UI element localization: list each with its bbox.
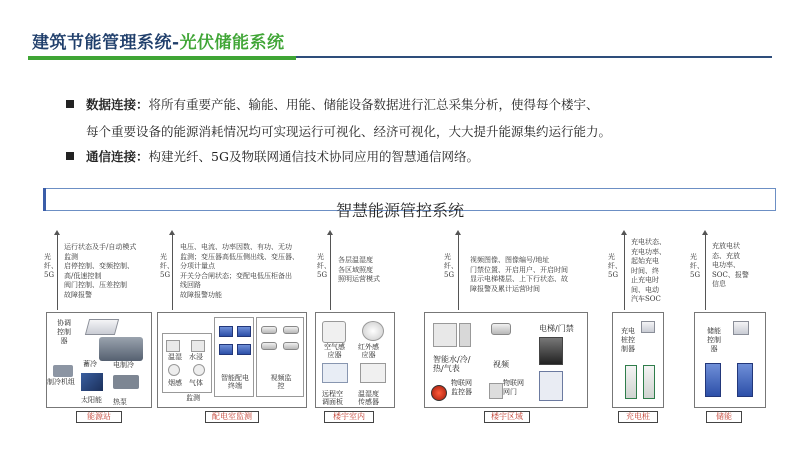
iot-valve-caption: 物联网 网门: [503, 379, 524, 396]
energy-station-panel: [46, 312, 152, 408]
storage-controller-caption: 储能 控制 器: [707, 327, 721, 353]
indoor-panel: [315, 312, 395, 408]
water-leak-caption: 水浸: [189, 353, 203, 361]
connector-line: [705, 232, 706, 310]
controller-device-icon: [733, 321, 749, 335]
infrared-sensor-icon: [362, 321, 384, 341]
category-label-distribution-room[interactable]: 配电室监测: [205, 411, 259, 423]
heat-pump-icon: [113, 375, 139, 389]
terminal-device-icon: [237, 326, 251, 337]
smoke-caption: 烟感: [168, 379, 182, 387]
access-keypad-icon: [539, 371, 563, 401]
elevator-icon: [539, 337, 563, 365]
controller-device-icon: [85, 319, 119, 335]
charging-pile-icon: [643, 365, 655, 399]
category-label-charging-pile[interactable]: 充电桩: [618, 411, 658, 423]
gas-caption: 气体: [189, 379, 203, 387]
camera-icon: [491, 323, 511, 335]
battery-cabinet-icon: [705, 363, 721, 397]
bullet-square-icon: [66, 100, 74, 108]
connection-type: 光 纤、 5G: [690, 253, 704, 279]
chiller-unit-icon: [99, 337, 143, 361]
bullet-comm-connection: 通信连接：构建光纤、5G及物联网通信技术协同应用的智慧通信网络。: [66, 147, 479, 165]
monitor-description: 电压、电流、功率因数、有功、无功 监测；变压器高低压侧出线、变压器、 分项计量点 开关分合闸状态；变配电低压柜备出 线回路 故障报警功能: [180, 243, 299, 299]
monitor-description: 视频图像、图像编号/地址 门禁位置、开启用户、开启时间 显示电梯楼层、上下行状态、故 障报警及累计运营时间: [470, 256, 568, 293]
arrow-up-icon: [54, 230, 60, 235]
bullet-data-connection-cont: 每个重要设备的能源消耗情况均可实现运行可视化、经济可视化，大大提升能源集约运行能力。: [86, 124, 612, 139]
arrow-up-icon: [702, 230, 708, 235]
air-sensor-icon: [322, 321, 346, 343]
iot-monitor-caption: 物联网 监控器: [451, 379, 472, 396]
temp-humidity-caption: 温湿度 传感器: [358, 390, 379, 406]
electric-cooling-caption: 电制冷: [113, 361, 134, 369]
ac-panel-caption: 远程空 调面板: [322, 390, 343, 406]
header-accent-bar: [28, 56, 296, 60]
chiller-icon: [53, 365, 73, 377]
page-title-accent: 光伏储能系统: [179, 33, 285, 53]
connector-line: [624, 232, 625, 310]
flow-meter-icon: [459, 323, 471, 347]
video-group: [256, 317, 304, 397]
elevator-access-caption: 电梯/门禁: [539, 324, 574, 333]
system-title: 智慧能源管控系统: [335, 201, 464, 220]
connection-type: 光 纤、 5G: [608, 253, 622, 279]
smart-terminal-group: [214, 317, 254, 397]
connection-type: 光 纤、 5G: [444, 253, 458, 279]
coordinator-caption: 协调 控制 器: [57, 319, 71, 345]
arrow-up-icon: [621, 230, 627, 235]
iot-monitor-icon: [431, 385, 447, 401]
video-caption: 视频监 控: [270, 374, 292, 390]
energy-storage-panel: [694, 312, 766, 408]
charging-pile-icon: [625, 365, 637, 399]
monitor-description: 充电状态、 充电功率、 起始充电 时间、终 止充电时 间、电动 汽车SOC: [631, 238, 666, 303]
category-label-indoor[interactable]: 楼宇室内: [324, 411, 374, 423]
arrow-up-icon: [169, 230, 175, 235]
temp-humidity-caption: 温湿: [168, 353, 182, 361]
monitor-description: 充放电状 态、充放 电功率、 SOC、报警 信息: [712, 242, 749, 288]
arrow-up-icon: [455, 230, 461, 235]
sensor-group: [162, 333, 212, 393]
bullet-square-icon: [66, 152, 74, 160]
monitoring-caption: 监测: [186, 394, 200, 402]
building-area-panel: [424, 312, 588, 408]
solar-panel-icon: [81, 373, 103, 391]
smoke-sensor-icon: [168, 364, 180, 376]
category-label-building-area[interactable]: 楼宇区域: [484, 411, 530, 423]
charging-pile-panel: [612, 312, 664, 408]
solar-caption: 太阳能: [81, 396, 102, 404]
camera-icon: [261, 342, 277, 350]
monitor-description: 运行状态及手/自动模式 监测 启停控制、变频控制、 高/低速控制 阀门控制、压差控制 故障报警: [64, 243, 137, 299]
controller-device-icon: [641, 321, 655, 333]
smart-meter-icon: [433, 323, 457, 347]
smart-terminal-caption: 智能配电 终端: [221, 374, 249, 390]
terminal-device-icon: [219, 326, 233, 337]
connector-line: [458, 232, 459, 310]
water-sensor-icon: [191, 340, 205, 352]
charging-controller-caption: 充电 桩控 制器: [621, 327, 635, 353]
connection-type: 光 纤、 5G: [160, 253, 174, 279]
connection-type: 光 纤、 5G: [317, 253, 331, 279]
infrared-sensor-caption: 红外感 应器: [358, 343, 379, 359]
terminal-device-icon: [219, 344, 233, 355]
air-sensor-caption: 空气感 应器: [324, 343, 345, 359]
iot-valve-icon: [489, 383, 503, 399]
temp-humidity-sensor-icon: [166, 340, 180, 352]
arrow-up-icon: [327, 230, 333, 235]
terminal-device-icon: [237, 344, 251, 355]
monitor-description: 各层温湿度 各区域照度 照明运营模式: [338, 256, 380, 283]
camera-icon: [261, 326, 277, 334]
smart-meter-caption: 智能水/冷/ 热/气表: [433, 355, 471, 373]
video-caption: 视频: [493, 360, 509, 369]
connection-type: 光 纤、 5G: [44, 253, 58, 279]
chiller-caption: 制冷机组: [47, 378, 75, 386]
camera-icon: [283, 326, 299, 334]
bullet-data-connection: 数据连接：将所有重要产能、输能、用能、储能设备数据进行汇总采集分析，使得每个楼宇、: [66, 95, 599, 113]
battery-cabinet-icon: [737, 363, 753, 397]
category-label-energy-station[interactable]: 能源站: [76, 411, 122, 423]
category-label-energy-storage[interactable]: 储能: [706, 411, 742, 423]
temp-humidity-sensor-icon: [360, 363, 386, 383]
cold-storage-caption: 蓄冷: [83, 360, 97, 368]
distribution-room-panel: [157, 312, 307, 408]
camera-icon: [283, 342, 299, 350]
page-title: 建筑节能管理系统-光伏储能系统: [32, 33, 285, 53]
ac-panel-icon: [322, 363, 348, 383]
heat-pump-caption: 热泵: [113, 398, 127, 406]
gas-sensor-icon: [193, 364, 205, 376]
